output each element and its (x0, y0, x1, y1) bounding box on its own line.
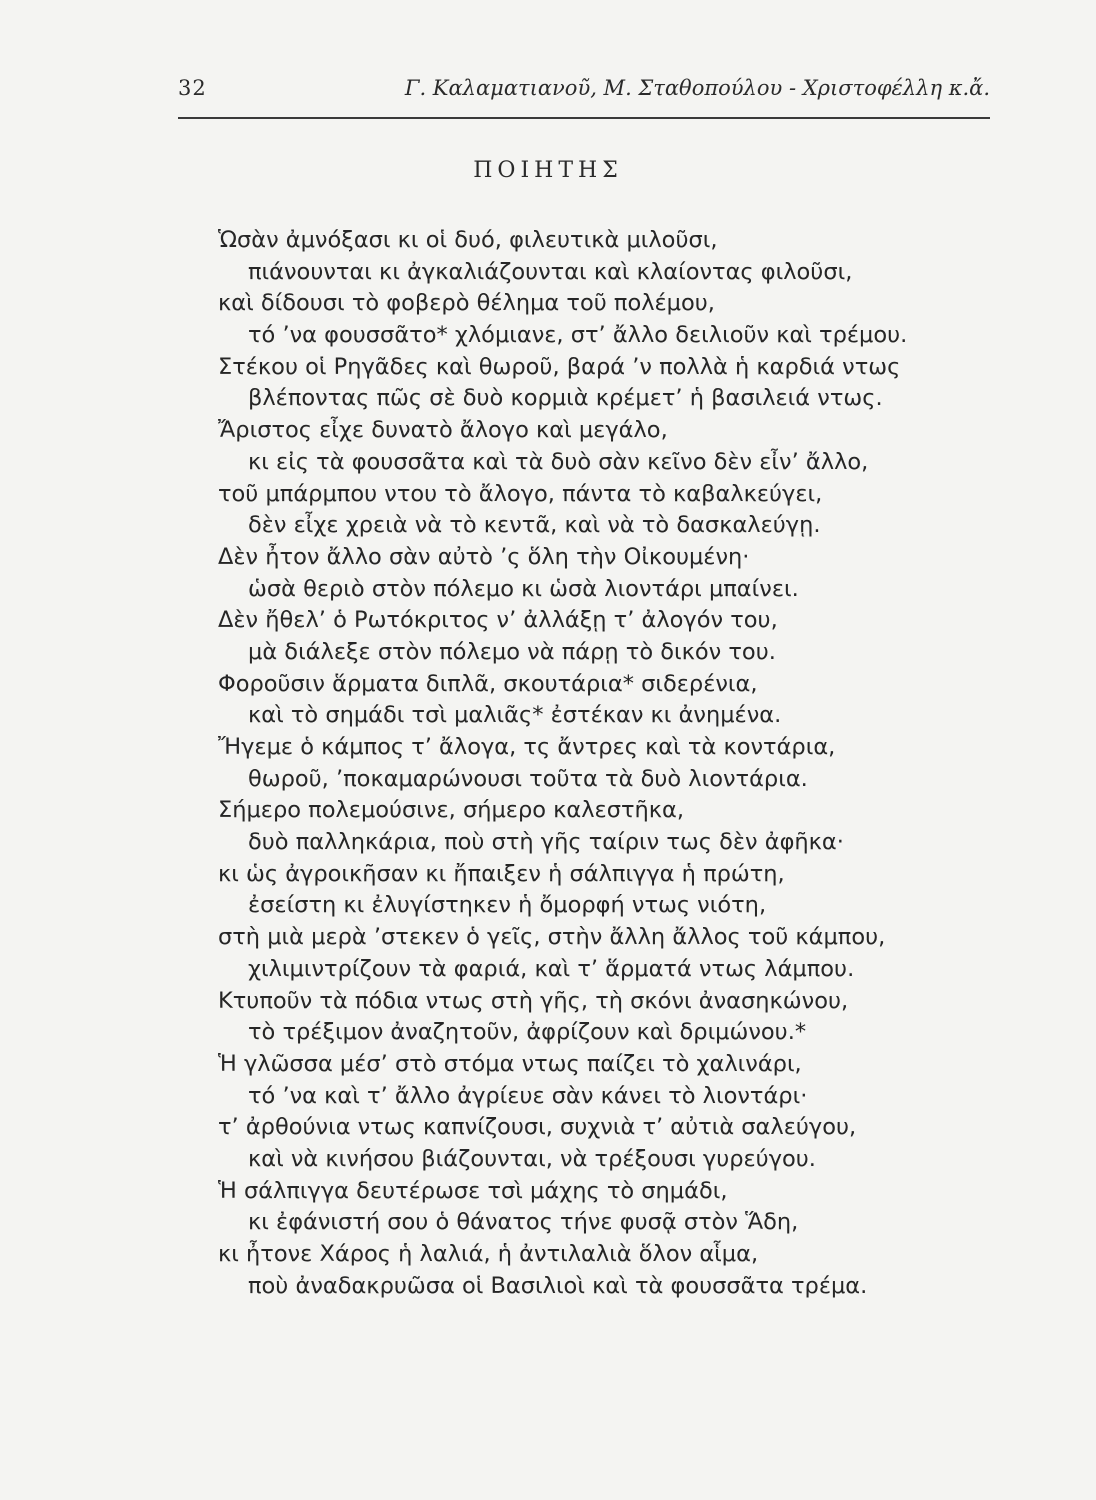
poem-line: Δὲν ἦτον ἄλλο σὰν αὐτὸ ’ς ὅλη τὴν Οἰκουμένη· (218, 543, 750, 570)
poem-line: βλέποντας πῶς σὲ δυὸ κορμιὰ κρέμετ’ ἡ βασιλειά ντως. (248, 385, 883, 412)
poem-line: δυὸ παλληκάρια, ποὺ στὴ γῆς ταίριν τως δὲν ἀφῆκα· (248, 829, 844, 856)
poem-line: Ἡ σάλπιγγα δευτέρωσε τσὶ μάχης τὸ σημάδι, (218, 1177, 728, 1204)
poem-line: Δὲν ἤθελ’ ὁ Ρωτόκριτος ν’ ἀλλάξῃ τ’ ἀλογόν του, (218, 607, 778, 634)
poem-line: καὶ νὰ κινήσου βιάζουνται, νὰ τρέξουσι γυρεύγου. (248, 1145, 816, 1172)
poem-line: τό ’να φουσσᾶτο* χλόμιανε, στ’ ἄλλο δειλιοῦν καὶ τρέμου. (248, 322, 908, 349)
poem-line: Ἤγεμε ὁ κάμπος τ’ ἄλογα, τς ἄντρες καὶ τὰ κοντάρια, (218, 734, 836, 760)
poem-line: κι ὡς ἀγροικῆσαν κι ἤπαιξεν ἡ σάλπιγγα ἡ πρώτη, (218, 860, 785, 887)
poem-line: καὶ τὸ σημάδι τσὶ μαλιᾶς* ἐστέκαν κι ἀνημένα. (248, 702, 782, 729)
poem-line: ἐσείστη κι ἐλυγίστηκεν ἡ ὄμορφή ντως νιότη, (248, 892, 767, 919)
header-rule (178, 117, 990, 119)
page-header (178, 76, 990, 112)
poem-line: μὰ διάλεξε στὸν πόλεμο νὰ πάρῃ τὸ δικόν του. (248, 638, 776, 665)
poem-line: θωροῦ, ’ποκαμαρώνουσι τοῦτα τὰ δυὸ λιοντάρια. (248, 765, 808, 792)
page-number: 32 (178, 76, 207, 100)
running-head: Γ. Καλαματιανοῦ, Μ. Σταθοπούλου - Χριστοφέλλη κ.ἄ. (404, 76, 990, 100)
poem-line: καὶ δίδουσι τὸ φοβερὸ θέλημα τοῦ πολέμου, (218, 290, 715, 317)
poem-line: τοῦ μπάρμπου ντου τὸ ἄλογο, πάντα τὸ καβαλκεύγει, (218, 480, 823, 507)
poem-line: ποὺ ἀναδακρυῶσα οἱ Βασιλιοὶ καὶ τὰ φουσσᾶτα τρέμα. (248, 1272, 868, 1299)
section-title: ΠΟΙΗΤΗΣ (473, 158, 623, 183)
poem-line: Φοροῦσιν ἅρματα διπλᾶ, σκουτάρια* σιδερένια, (218, 670, 758, 697)
poem-line: τὸ τρέξιμον ἀναζητοῦν, ἀφρίζουν καὶ δριμώνου.* (248, 1019, 807, 1046)
poem-line: στὴ μιὰ μερὰ ’στεκεν ὁ γεῖς, στὴν ἄλλη ἄλλος τοῦ κάμπου, (218, 924, 886, 951)
poem-line: κι ἦτονε Χάρος ἡ λαλιά, ἡ ἀντιλαλιὰ ὅλον αἷμα, (218, 1241, 759, 1267)
poem-line: πιάνουνται κι ἀγκαλιάζουνται καὶ κλαίοντας φιλοῦσι, (248, 258, 853, 285)
poem-line: χιλιμιντρίζουν τὰ φαριά, καὶ τ’ ἅρματά ντως λάμπου. (248, 955, 855, 982)
poem-line: Κτυποῦν τὰ πόδια ντως στὴ γῆς, τὴ σκόνι ἀνασηκώνου, (218, 987, 849, 1014)
poem-line: κι ἐφάνιστή σου ὁ θάνατος τήνε φυσᾷ στὸν Ἅδη, (248, 1209, 799, 1236)
poem-line: Ἡ γλῶσσα μέσ’ στὸ στόμα ντως παίζει τὸ χαλινάρι, (218, 1050, 802, 1077)
poem (218, 225, 978, 1302)
poem-line: τ’ ἀρθούνια ντως καπνίζουσι, συχνιὰ τ’ αὐτιὰ σαλεύγου, (218, 1114, 857, 1141)
poem-line: κι εἰς τὰ φουσσᾶτα καὶ τὰ δυὸ σὰν κεῖνο δὲν εἶν’ ἄλλο, (248, 448, 869, 475)
poem-line: ὡσὰ θεριὸ στὸν πόλεμο κι ὡσὰ λιοντάρι μπαίνει. (248, 575, 799, 602)
poem-line: δὲν εἶχε χρειὰ νὰ τὸ κεντᾶ, καὶ νὰ τὸ δασκαλεύγῃ. (248, 512, 821, 539)
poem-line: Σήμερο πολεμούσινε, σήμερο καλεστῆκα, (218, 797, 685, 824)
poem-line: τό ’να καὶ τ’ ἄλλο ἀγρίευε σὰν κάνει τὸ λιοντάρι· (248, 1082, 808, 1109)
poem-line: Ἄριστος εἶχε δυνατὸ ἄλογο καὶ μεγάλο, (218, 417, 668, 444)
poem-line: Στέκου οἱ Ρηγᾶδες καὶ θωροῦ, βαρά ’ν πολλὰ ἡ καρδιά ντως (218, 353, 901, 380)
poem-line: Ὡσὰν ἀμνόξασι κι οἱ δυό, φιλευτικὰ μιλοῦσι, (218, 227, 718, 253)
